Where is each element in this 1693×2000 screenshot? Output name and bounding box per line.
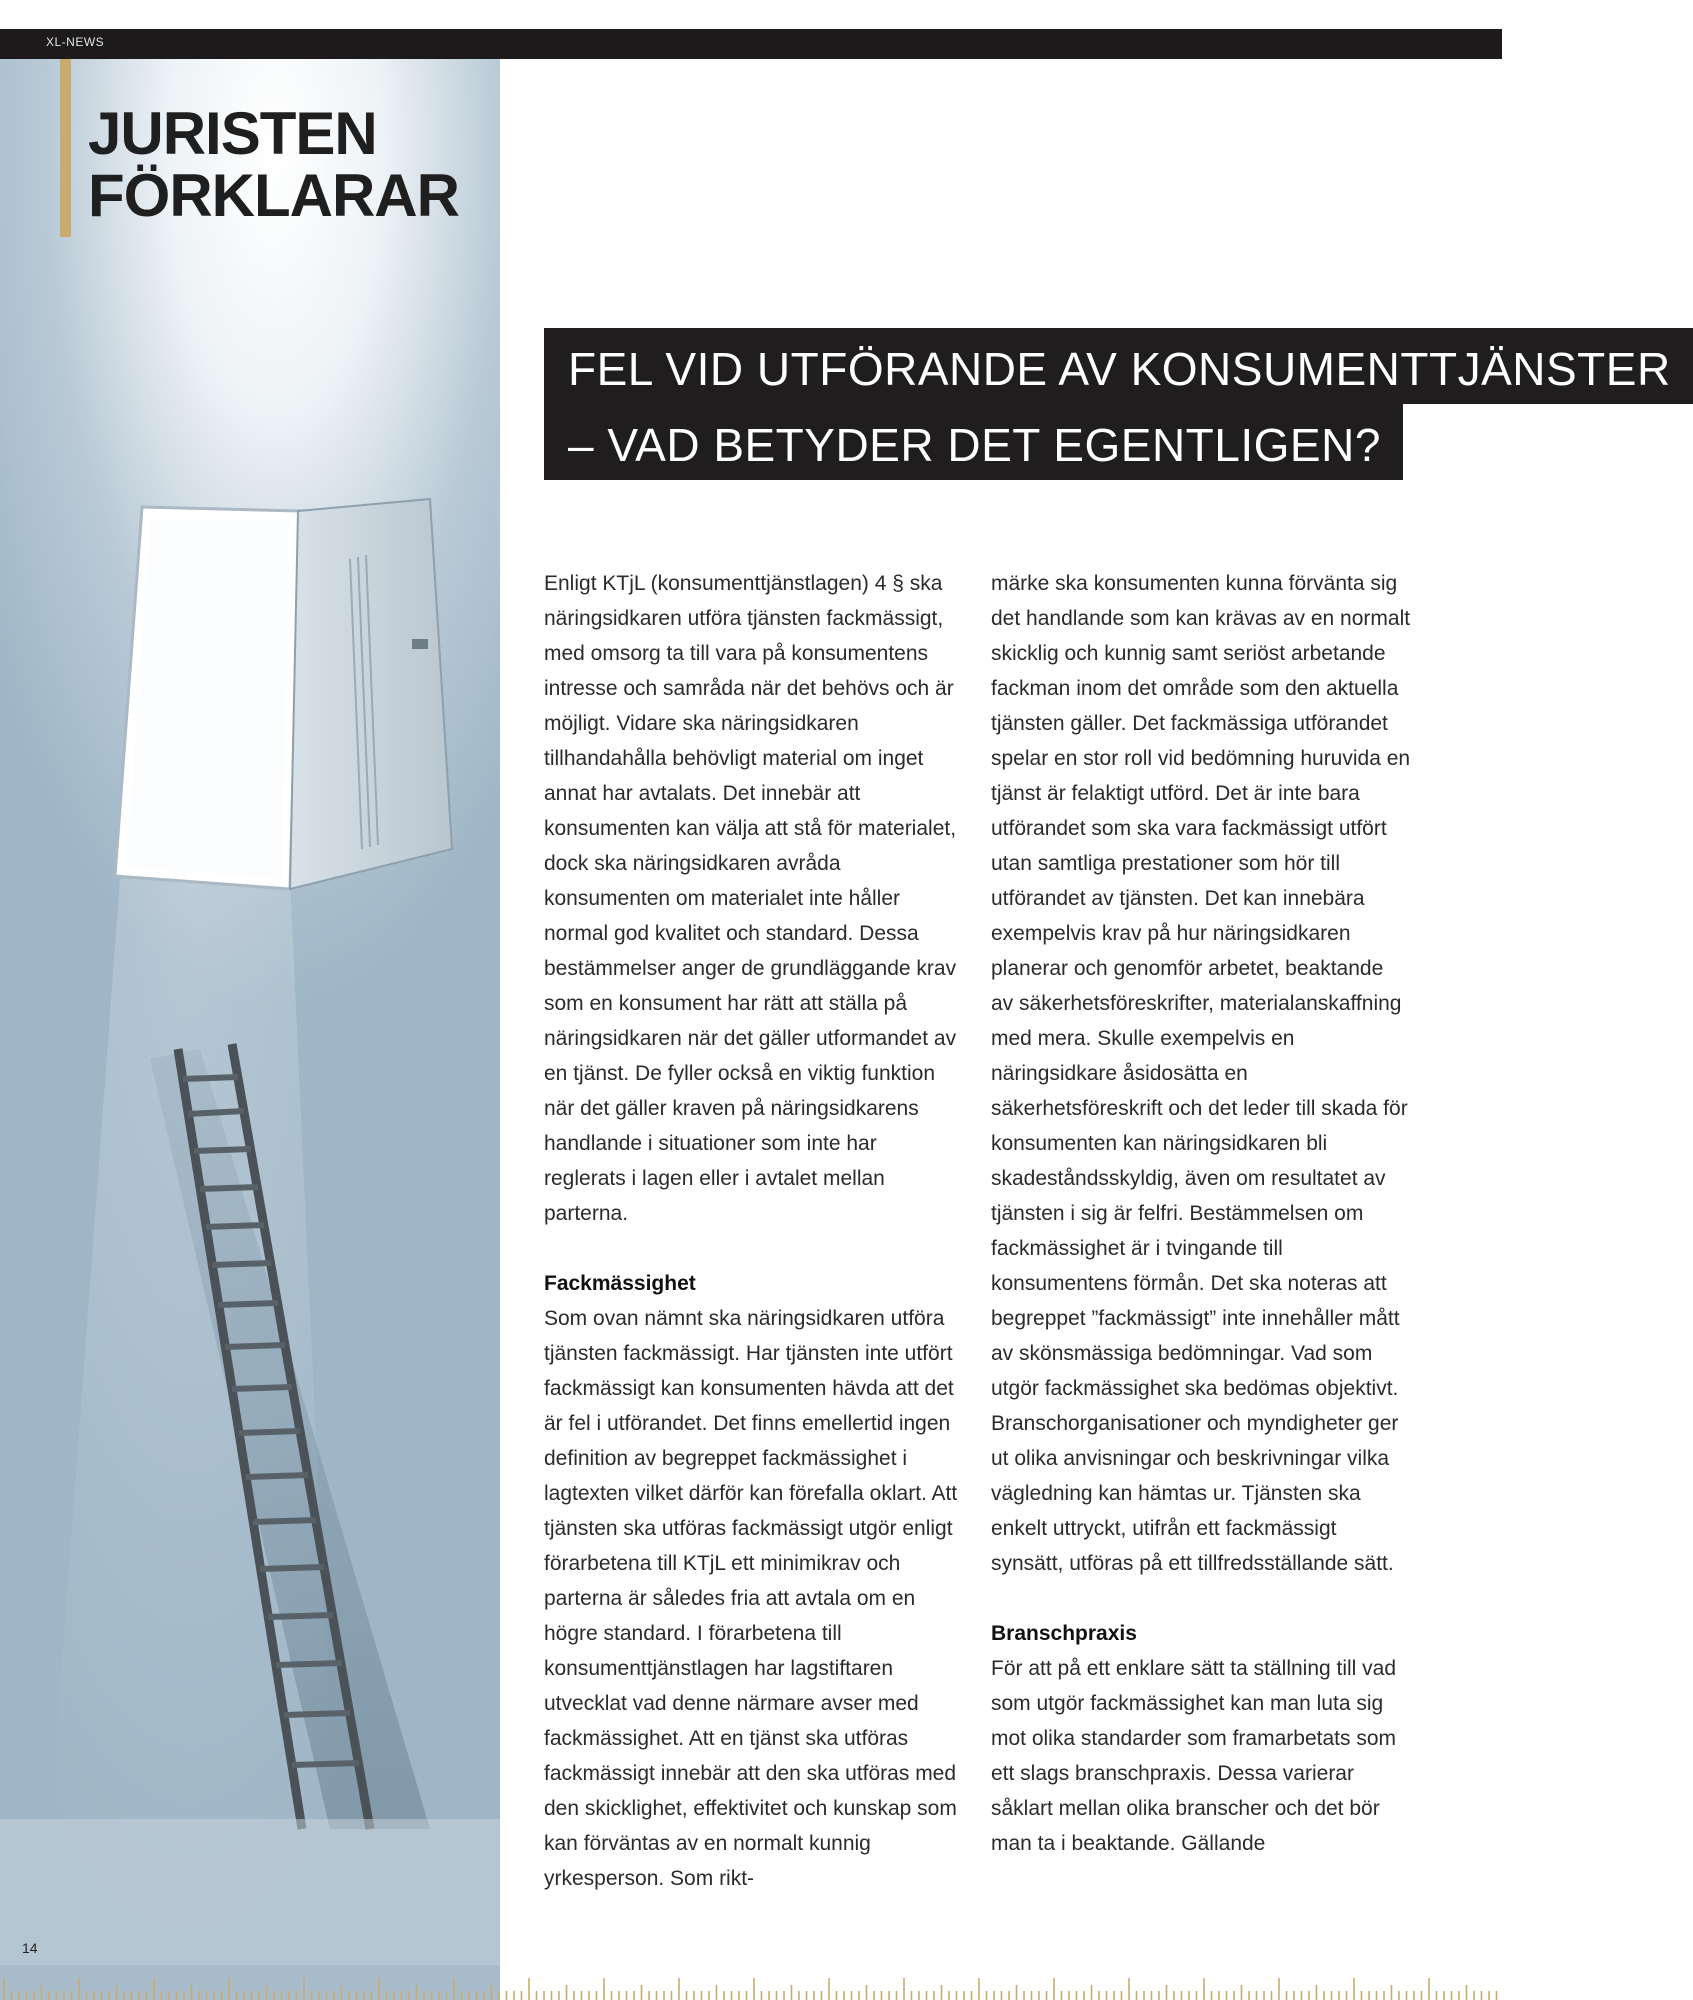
- article-headline: [544, 328, 1693, 480]
- section-title-line1: JURISTEN: [88, 100, 377, 167]
- article-column-2: [991, 566, 1411, 1861]
- publication-label: XL-NEWS: [46, 35, 105, 49]
- body-paragraph-2: märke ska konsumenten kunna förvänta sig det handlande som kan krävas av en normalt skicklig och kunnig samt seriöst arbetande fackman inom det område som den aktuella tjänsten gäller. Det fackmässiga utförandet spelar en stor roll vid bedömning huruvida en tjänst är felaktigt utförd. Det är inte bara utförandet som ska vara fackmässigt utfört utan samtliga prestationer som hör till utförandet av tjänsten. Det kan innebära exempelvis krav på hur näringsidkaren planerar och genomför arbetet, beaktande av säkerhetsföreskrifter, materialanskaffning med mera. Skulle exempelvis en näringsidkare åsidosätta en säkerhetsföreskrift och det leder till skada för konsumenten kan näringsidkaren bli skadeståndsskyldig, även om resultatet av tjänsten i sig är felfri. Bestämmelsen om fackmässighet är i tvingande till konsumentens förmån. Det ska noteras att begreppet ”fackmässigt” inte innehåller mått av skönsmässiga bedömningar. Vad som utgör fackmässighet ska bedömas objektivt. Branschorganisationer och myndigheter ger ut olika anvisningar och beskrivningar vilka vägledning kan hämtas ur. Tjänsten ska enkelt uttryckt, utifrån ett fackmässigt synsätt, utföras på ett tillfredsställande sätt.: [991, 572, 1411, 1575]
- section-accent-bar: [60, 59, 71, 237]
- headline-line1: FEL VID UTFÖRANDE AV KONSUMENTTJÄNSTER: [544, 328, 1693, 404]
- section-title-line2: FÖRKLARAR: [88, 162, 459, 229]
- page-number: 14: [22, 1940, 38, 1956]
- subheading-fackmassighet: Fackmässighet: [544, 1272, 696, 1295]
- section-title: [88, 100, 459, 229]
- subheading-branschpraxis: Branschpraxis: [991, 1622, 1137, 1645]
- body-paragraph-1: Som ovan nämnt ska näringsidkaren utföra tjänsten fackmässigt. Har tjänsten inte utfört fackmässigt kan konsumenten hävda att det är fel i utförandet. Det finns emellertid ingen definition av begreppet fackmässighet i lagtexten vilket därför kan förefalla oklart. Att tjänsten ska utföras fackmässigt utgör enligt förarbetena till KTjL ett minimikrav och parterna är således fria att avtala om en högre standard. I förarbetena till konsumenttjänstlagen har lagstiftaren utvecklat vad denne närmare avser med fackmässighet. Att en tjänst ska utföras fackmässigt innebär att den ska utföras med den skicklighet, effektivitet och kunskap som kan förväntas av en normalt kunnig yrkesperson. Som rikt-: [544, 1307, 958, 1890]
- headline-line2: – VAD BETYDER DET EGENTLIGEN?: [544, 404, 1403, 480]
- intro-paragraph: Enligt KTjL (konsumenttjänstlagen) 4 § ska näringsidkaren utföra tjänsten fackmässigt, med omsorg ta till vara på konsumentens intresse och samråda när det behövs och är möjligt. Vidare ska näringsidkaren tillhandahålla behövligt material om inget annat har avtalats. Det innebär att konsumenten kan välja att stå för materialet, dock ska näringsidkaren avråda konsumenten om materialet inte håller normal god kvalitet och standard. Dessa bestämmelser anger de grundläggande krav som en konsument har rätt att ställa på näringsidkaren när det gäller utformandet av en tjänst. De fyller också en viktig funktion när det gäller kraven på näringsidkarens handlande i situationer som inte har reglerats i lagen eller i avtalet mellan parterna.: [544, 572, 957, 1225]
- article-column-1: [544, 566, 964, 1896]
- top-bar: [0, 29, 1502, 59]
- footer-ruler: [0, 1965, 1502, 2000]
- body-paragraph-3: För att på ett enklare sätt ta ställning till vad som utgör fackmässighet kan man luta sig mot olika standarder som framarbetats som ett slags branschpraxis. Dessa varierar såklart mellan olika branscher och det bör man ta i beaktande. Gällande: [991, 1657, 1397, 1855]
- ruler-ticks: [0, 1965, 1502, 2000]
- hero-photo: [0, 59, 500, 1965]
- door-and-ladder-illustration: [0, 59, 500, 1965]
